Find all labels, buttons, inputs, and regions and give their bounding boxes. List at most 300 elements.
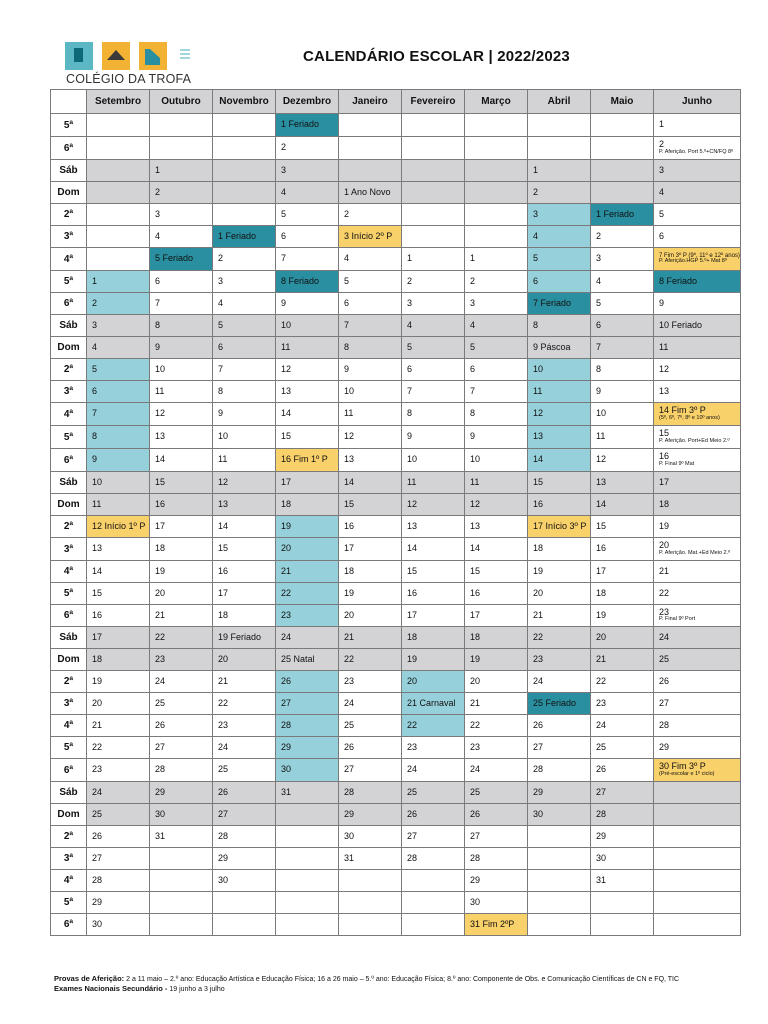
day-text: 23 xyxy=(659,606,670,617)
calendar-row xyxy=(51,627,741,649)
day-text: 21 xyxy=(281,565,292,576)
day-cell xyxy=(276,381,339,403)
calendar-row xyxy=(51,337,741,359)
day-text: 29 xyxy=(470,874,481,885)
day-cell xyxy=(87,315,150,337)
day-cell xyxy=(87,293,150,315)
day-cell xyxy=(276,804,339,826)
calendar-row xyxy=(51,759,741,782)
day-text: 10 xyxy=(470,454,481,465)
day-text: 1 xyxy=(155,164,161,175)
day-text: 18 xyxy=(155,543,166,554)
day-cell xyxy=(402,248,465,271)
day-text: 7 xyxy=(218,363,224,374)
day-cell xyxy=(87,226,150,248)
day-cell xyxy=(213,337,276,359)
day-cell xyxy=(654,160,741,182)
day-text: 31 xyxy=(344,852,355,863)
day-cell xyxy=(213,804,276,826)
calendar-row xyxy=(51,516,741,538)
day-text: 3 xyxy=(470,297,476,308)
day-text: 30 Fim 3º P xyxy=(659,761,706,772)
day-text: 18 xyxy=(659,498,670,509)
weekday-label: Dom xyxy=(51,494,87,516)
day-text: 28 xyxy=(533,764,544,775)
day-cell xyxy=(591,204,654,226)
day-cell xyxy=(150,759,213,782)
day-cell xyxy=(654,848,741,870)
day-text: 6 xyxy=(344,297,350,308)
day-cell xyxy=(654,494,741,516)
day-cell xyxy=(591,182,654,204)
day-cell xyxy=(591,403,654,426)
day-cell xyxy=(276,914,339,936)
day-cell xyxy=(150,381,213,403)
day-cell xyxy=(213,182,276,204)
day-text: 15 xyxy=(659,428,670,439)
day-cell xyxy=(528,182,591,204)
day-text: 11 xyxy=(407,476,417,487)
day-cell xyxy=(402,693,465,715)
day-text: 9 xyxy=(281,297,287,308)
day-cell xyxy=(213,449,276,472)
day-text: 8 Feriado xyxy=(659,275,698,286)
day-cell xyxy=(339,114,402,137)
day-cell xyxy=(528,671,591,693)
day-text: 8 xyxy=(155,319,161,330)
day-text: 29 xyxy=(659,741,670,752)
day-cell xyxy=(528,826,591,848)
day-text: 20 xyxy=(281,543,292,554)
day-cell xyxy=(339,693,402,715)
day-cell xyxy=(213,160,276,182)
weekday-label: 6ª xyxy=(51,293,87,315)
day-cell xyxy=(276,538,339,561)
day-cell xyxy=(339,561,402,583)
day-text: 9 xyxy=(659,297,665,308)
day-cell xyxy=(339,359,402,381)
day-cell xyxy=(465,914,528,936)
day-cell xyxy=(654,892,741,914)
day-cell xyxy=(87,182,150,204)
day-cell xyxy=(213,848,276,870)
day-text: 30 xyxy=(344,830,355,841)
day-cell xyxy=(465,403,528,426)
day-text: 14 xyxy=(218,520,229,531)
day-cell xyxy=(465,737,528,759)
day-cell xyxy=(213,627,276,649)
day-cell xyxy=(591,759,654,782)
day-text: 8 xyxy=(218,385,224,396)
day-text: 29 xyxy=(281,741,292,752)
day-text: 27 xyxy=(92,852,103,863)
day-text: 1 Feriado xyxy=(218,230,257,241)
day-text: 24 xyxy=(218,741,229,752)
day-text: 2 xyxy=(659,139,665,150)
exames-text: 19 junho a 3 julho xyxy=(169,986,225,994)
day-cell xyxy=(402,516,465,538)
day-cell xyxy=(402,826,465,848)
day-cell xyxy=(87,826,150,848)
day-text: 3 xyxy=(596,253,602,264)
weekday-label: 5ª xyxy=(51,114,87,137)
day-cell xyxy=(591,271,654,293)
day-text: 2 xyxy=(92,297,98,308)
calendar-row xyxy=(51,782,741,804)
day-text: 7 xyxy=(470,385,476,396)
day-cell xyxy=(402,114,465,137)
day-text: 25 Natal xyxy=(281,653,315,664)
day-cell xyxy=(528,605,591,627)
day-cell xyxy=(528,337,591,359)
day-cell xyxy=(339,782,402,804)
day-text: 14 xyxy=(470,543,481,554)
day-cell xyxy=(528,627,591,649)
day-cell xyxy=(339,182,402,204)
day-cell xyxy=(465,226,528,248)
day-text: 2 xyxy=(281,142,287,153)
day-cell xyxy=(465,892,528,914)
day-text: 23 xyxy=(155,653,166,664)
day-text: 22 xyxy=(533,631,544,642)
day-cell xyxy=(465,649,528,671)
day-cell xyxy=(87,114,150,137)
day-cell xyxy=(150,561,213,583)
day-cell xyxy=(213,649,276,671)
calendar-row xyxy=(51,449,741,472)
calendar-row xyxy=(51,804,741,826)
day-cell xyxy=(591,914,654,936)
day-cell xyxy=(276,561,339,583)
day-text: 6 xyxy=(533,275,539,286)
day-text: 11 xyxy=(470,476,480,487)
day-cell xyxy=(339,137,402,160)
day-text: 24 xyxy=(533,675,544,686)
day-text: 14 xyxy=(533,454,544,465)
day-cell xyxy=(402,337,465,359)
day-cell xyxy=(213,561,276,583)
day-cell xyxy=(150,160,213,182)
day-cell xyxy=(87,583,150,605)
day-text: 21 xyxy=(218,675,229,686)
day-text: 31 xyxy=(281,786,292,797)
day-text: 18 xyxy=(533,543,544,554)
day-text: 23 xyxy=(407,741,418,752)
day-text: 20 xyxy=(218,653,229,664)
day-text: 18 xyxy=(92,653,103,664)
day-cell xyxy=(465,248,528,271)
day-cell xyxy=(276,892,339,914)
day-text: 19 xyxy=(281,520,292,531)
day-cell xyxy=(276,737,339,759)
day-text: 23 xyxy=(596,697,607,708)
day-text: 19 xyxy=(92,675,103,686)
weekday-label: 4ª xyxy=(51,248,87,271)
day-cell xyxy=(402,848,465,870)
day-text: 3 xyxy=(659,164,665,175)
day-text: 9 xyxy=(470,431,476,442)
day-text: 19 xyxy=(533,565,544,576)
day-text: 22 xyxy=(659,587,670,598)
day-text: 13 xyxy=(470,520,481,531)
day-text: 22 xyxy=(470,719,481,730)
day-cell xyxy=(150,449,213,472)
day-text: 24 xyxy=(470,764,481,775)
day-text: 17 xyxy=(281,476,292,487)
day-text: 18 xyxy=(596,587,607,598)
day-text: 4 xyxy=(659,186,665,197)
day-text: 29 xyxy=(155,786,166,797)
day-cell xyxy=(213,293,276,315)
month-header: Setembro xyxy=(87,90,150,114)
day-cell xyxy=(591,449,654,472)
day-cell xyxy=(276,782,339,804)
day-cell xyxy=(213,494,276,516)
day-note: P. Aferição. Port+Ed Meio 2.º xyxy=(659,437,730,444)
day-text: 18 xyxy=(281,498,292,509)
day-cell xyxy=(591,782,654,804)
day-text: 17 xyxy=(407,609,418,620)
day-cell xyxy=(528,114,591,137)
day-text: 2 xyxy=(470,275,476,286)
day-text: 19 xyxy=(344,587,355,598)
day-cell xyxy=(276,605,339,627)
day-text: 11 xyxy=(281,341,291,352)
day-text: 16 xyxy=(470,587,481,598)
weekday-label: 5ª xyxy=(51,737,87,759)
weekday-label: Dom xyxy=(51,337,87,359)
day-cell xyxy=(276,494,339,516)
day-cell xyxy=(402,671,465,693)
day-text: 24 xyxy=(92,786,103,797)
month-header: Dezembro xyxy=(276,90,339,114)
day-cell xyxy=(213,426,276,449)
day-text: 8 xyxy=(596,363,602,374)
day-text: 10 xyxy=(155,363,166,374)
day-text: 30 xyxy=(596,852,607,863)
day-text: 8 xyxy=(407,408,413,419)
day-cell xyxy=(528,248,591,271)
day-text: 24 xyxy=(344,697,355,708)
day-cell xyxy=(465,472,528,494)
day-text: 18 xyxy=(344,565,355,576)
day-cell xyxy=(591,426,654,449)
day-cell xyxy=(213,715,276,737)
day-cell xyxy=(213,605,276,627)
day-cell xyxy=(465,804,528,826)
day-text: 20 xyxy=(407,675,418,686)
weekday-label: 3ª xyxy=(51,693,87,715)
day-cell xyxy=(528,782,591,804)
day-cell xyxy=(465,693,528,715)
day-cell xyxy=(150,337,213,359)
day-cell xyxy=(465,160,528,182)
day-cell xyxy=(402,870,465,892)
weekday-label: 5ª xyxy=(51,271,87,293)
day-text: 19 Feriado xyxy=(218,631,262,642)
calendar-row xyxy=(51,359,741,381)
day-text: 2 xyxy=(344,208,350,219)
day-text: 21 xyxy=(344,631,355,642)
day-cell xyxy=(654,293,741,315)
day-text: 5 Feriado xyxy=(155,253,194,264)
day-text: 12 xyxy=(407,498,418,509)
day-cell xyxy=(213,271,276,293)
day-text: 29 xyxy=(596,830,607,841)
day-text: 11 xyxy=(533,385,543,396)
day-cell xyxy=(150,426,213,449)
day-text: 25 xyxy=(659,653,670,664)
day-text: 8 xyxy=(533,319,539,330)
day-cell xyxy=(276,403,339,426)
day-text: 22 xyxy=(218,697,229,708)
day-cell xyxy=(339,671,402,693)
day-text: 25 xyxy=(470,786,481,797)
day-cell xyxy=(402,914,465,936)
calendar-row xyxy=(51,137,741,160)
day-cell xyxy=(150,494,213,516)
day-text: 7 xyxy=(407,385,413,396)
day-text: 28 xyxy=(407,852,418,863)
day-cell xyxy=(87,271,150,293)
day-cell xyxy=(150,826,213,848)
day-text: 2 xyxy=(596,230,602,241)
day-cell xyxy=(402,627,465,649)
weekday-label: 5ª xyxy=(51,892,87,914)
day-cell xyxy=(402,538,465,561)
day-text: 13 xyxy=(533,431,544,442)
weekday-label: 2ª xyxy=(51,671,87,693)
day-cell xyxy=(87,472,150,494)
day-cell xyxy=(87,137,150,160)
day-cell xyxy=(654,359,741,381)
weekday-label: 2ª xyxy=(51,359,87,381)
day-cell xyxy=(465,782,528,804)
calendar-row xyxy=(51,848,741,870)
day-cell xyxy=(465,561,528,583)
day-cell xyxy=(87,848,150,870)
day-cell xyxy=(150,137,213,160)
day-cell xyxy=(465,114,528,137)
day-text: 25 xyxy=(407,786,418,797)
day-cell xyxy=(150,182,213,204)
day-text: 12 xyxy=(344,431,355,442)
day-text: 10 xyxy=(92,476,103,487)
day-text: 5 xyxy=(92,363,98,374)
weekday-label: 4ª xyxy=(51,715,87,737)
day-cell xyxy=(276,627,339,649)
weekday-label: Dom xyxy=(51,182,87,204)
day-text: 16 xyxy=(344,520,355,531)
month-header: Novembro xyxy=(213,90,276,114)
calendar-row xyxy=(51,315,741,337)
day-cell xyxy=(465,426,528,449)
day-cell xyxy=(528,583,591,605)
day-text: 12 xyxy=(659,363,670,374)
day-text: 13 xyxy=(344,454,355,465)
day-cell xyxy=(654,715,741,737)
day-cell xyxy=(402,226,465,248)
day-text: 15 xyxy=(344,498,355,509)
day-cell xyxy=(654,426,741,449)
day-cell xyxy=(87,381,150,403)
day-cell xyxy=(213,914,276,936)
day-text: 23 xyxy=(218,719,229,730)
day-cell xyxy=(591,293,654,315)
day-cell xyxy=(339,914,402,936)
weekday-label: Dom xyxy=(51,804,87,826)
day-text: 10 xyxy=(596,408,607,419)
day-cell xyxy=(87,782,150,804)
day-text: 28 xyxy=(281,719,292,730)
day-cell xyxy=(339,315,402,337)
day-text: 2 xyxy=(155,186,161,197)
legend xyxy=(54,974,724,994)
day-cell xyxy=(591,538,654,561)
weekday-label: 5ª xyxy=(51,426,87,449)
day-cell xyxy=(528,892,591,914)
day-text: 22 xyxy=(407,719,418,730)
day-text: 26 xyxy=(596,764,607,775)
weekday-label: 3ª xyxy=(51,538,87,561)
day-cell xyxy=(402,137,465,160)
calendar-row xyxy=(51,826,741,848)
weekday-label: Sáb xyxy=(51,160,87,182)
day-note: P. Aferição. Mat.+Ed Meio 2.º xyxy=(659,549,731,556)
day-text: 8 xyxy=(344,341,350,352)
day-cell xyxy=(591,649,654,671)
day-text: 26 xyxy=(218,786,229,797)
day-cell xyxy=(654,605,741,627)
day-cell xyxy=(87,737,150,759)
day-text: 21 xyxy=(596,653,607,664)
day-cell xyxy=(465,494,528,516)
day-text: 24 xyxy=(155,675,166,686)
day-text: 24 xyxy=(281,631,292,642)
day-cell xyxy=(654,759,741,782)
day-cell xyxy=(654,403,741,426)
day-note: P. Aferição.HGP 5.º+ Mat 8º xyxy=(659,258,727,265)
day-cell xyxy=(150,693,213,715)
day-text: 7 Feriado xyxy=(533,297,572,308)
day-text: 4 xyxy=(533,230,539,241)
day-text: 16 xyxy=(659,451,670,462)
day-cell xyxy=(402,381,465,403)
calendar-row xyxy=(51,737,741,759)
day-cell xyxy=(591,337,654,359)
day-cell xyxy=(339,337,402,359)
day-cell xyxy=(402,605,465,627)
day-cell xyxy=(150,271,213,293)
day-text: 17 xyxy=(155,520,166,531)
day-cell xyxy=(150,848,213,870)
provas-line xyxy=(54,974,724,984)
day-cell xyxy=(213,516,276,538)
day-text: 18 xyxy=(407,631,418,642)
day-cell xyxy=(465,337,528,359)
day-cell xyxy=(150,782,213,804)
day-cell xyxy=(150,204,213,226)
day-cell xyxy=(528,914,591,936)
weekday-label: 6ª xyxy=(51,605,87,627)
day-cell xyxy=(276,426,339,449)
exames-line xyxy=(54,984,724,994)
calendar-row xyxy=(51,605,741,627)
day-text: 27 xyxy=(344,764,355,775)
day-text: 14 xyxy=(155,454,166,465)
day-cell xyxy=(402,583,465,605)
weekday-label: Dom xyxy=(51,649,87,671)
